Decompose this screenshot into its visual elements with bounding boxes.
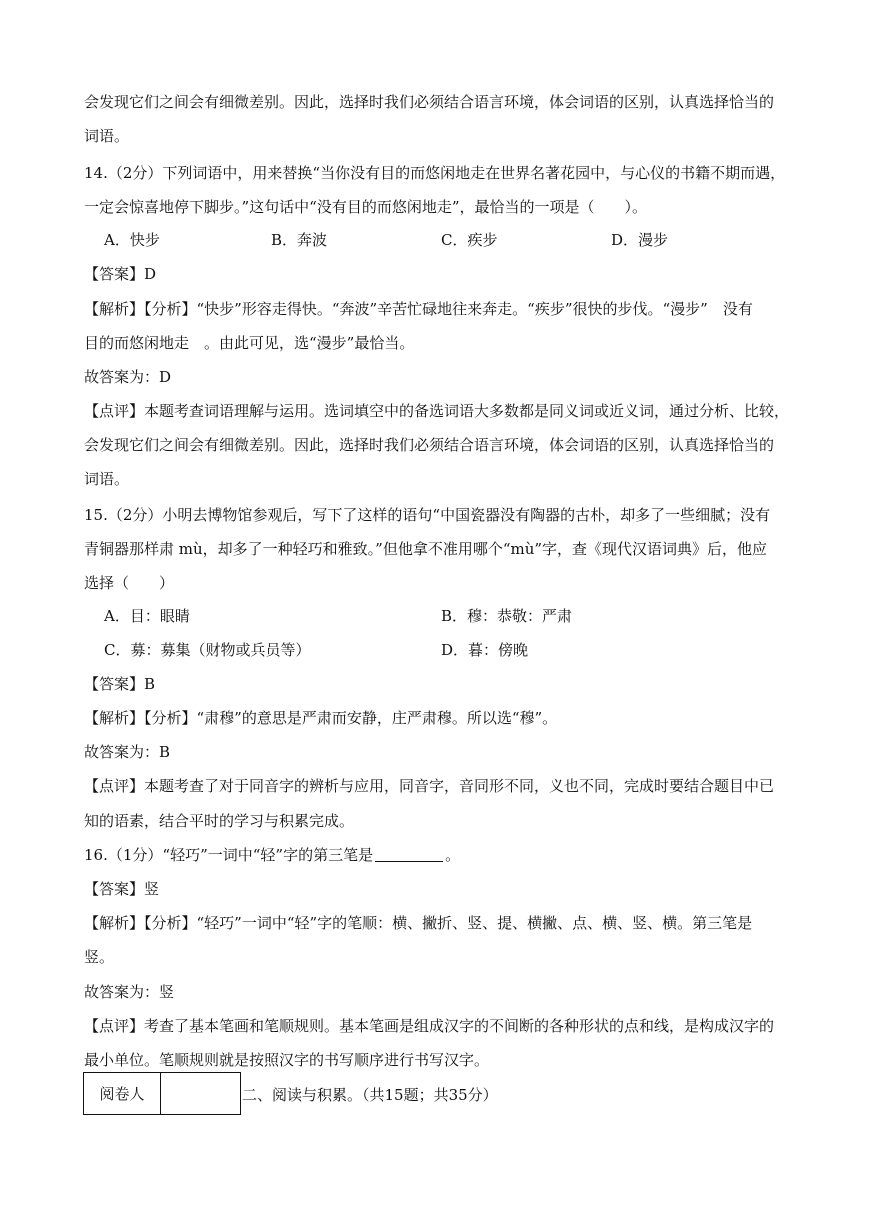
grader-table	[83, 1072, 241, 1115]
q14-answer: 【答案】D	[84, 265, 157, 283]
text-line: 词语。	[84, 127, 130, 145]
question-15-stem: 15.（2分）小明去博物馆参观后，写下了这样的语句“中国瓷器没有陶器的古朴，却多了一些细腻；没有	[84, 506, 771, 524]
q16-explanation: 【解析】【分析】“轻巧”一词中“轻”字的笔顺：横、撇折、竖、提、横撇、点、横、竖、横。第三笔是	[84, 914, 753, 932]
q15-option-b: B．穆：恭敬：严肃	[441, 607, 573, 625]
q14-review: 【点评】本题考查词语理解与运用。选词填空中的备选词语大多数都是同义词或近义词，通过分析、比较，	[84, 402, 790, 420]
q15-answer: 【答案】B	[84, 675, 156, 693]
question-16-stem	[84, 845, 460, 865]
question-15-stem: 青铜器那样肃 mù，却多了一种轻巧和雅致。”但他拿不准用哪个“mù”字，查《现代汉语词典》后，他应	[84, 540, 768, 558]
q15-option-c: C．募：募集（财物或兵员等）	[104, 641, 311, 659]
grader-score-cell	[161, 1073, 240, 1114]
question-15-stem: 选择（ ）	[84, 574, 175, 592]
q14-option-c: C．疾步	[441, 231, 498, 249]
q14-explanation: 目的而悠闲地走 。由此可见，选“漫步”最恰当。	[84, 334, 415, 352]
text-line: 会发现它们之间会有细微差别。因此，选择时我们必须结合语言环境，体会词语的区别，认真选择恰当的	[84, 93, 775, 111]
q15-explanation: 【解析】【分析】“肃穆”的意思是严肃而安静，庄严肃穆。所以选“穆”。	[84, 709, 558, 727]
section-title: 二、阅读与积累。（共15题；共35分）	[242, 1086, 498, 1104]
q16-stem-text: 16.（1分）“轻巧”一词中“轻”字的第三笔是	[84, 846, 374, 864]
q16-final-answer: 故答案为：竖	[84, 983, 175, 1001]
q14-final-answer: 故答案为：D	[84, 368, 172, 386]
q14-explanation: 【解析】【分析】“快步”形容走得快。“奔波”辛苦忙碌地往来奔走。“疾步”很快的步伐。“漫步” 没有	[84, 300, 753, 318]
q15-final-answer: 故答案为：B	[84, 743, 171, 761]
q15-option-d: D．暮：傍晚	[441, 641, 529, 659]
question-14-stem: 一定会惊喜地停下脚步。”这句话中“没有目的而悠闲地走”，最恰当的一项是（ ）。	[84, 198, 648, 216]
q14-option-a: A．快步	[104, 231, 160, 249]
q15-review: 知的语素，结合平时的学习与积累完成。	[84, 812, 355, 830]
grader-label: 阅卷人	[84, 1073, 161, 1114]
q15-option-a: A．目：眼睛	[104, 607, 190, 625]
answer-blank	[375, 846, 443, 862]
q14-review: 会发现它们之间会有细微差别。因此，选择时我们必须结合语言环境，体会词语的区别，认真选择恰当的	[84, 436, 775, 454]
question-14-stem: 14.（2分）下列词语中，用来替换“当你没有目的而悠闲地走在世界名著花园中，与心仪的书籍不期而遇，	[84, 164, 786, 182]
q14-option-b: B．奔波	[271, 231, 328, 249]
q14-option-d: D．漫步	[611, 231, 669, 249]
q16-explanation: 竖。	[84, 948, 115, 966]
q16-review: 【点评】考查了基本笔画和笔顺规则。基本笔画是组成汉字的不间断的各种形状的点和线，是构成汉字的	[84, 1017, 775, 1035]
q16-stem-end: 。	[445, 846, 461, 864]
q14-review: 词语。	[84, 470, 130, 488]
q16-answer: 【答案】竖	[84, 880, 160, 898]
q15-review: 【点评】本题考查了对于同音字的辨析与应用，同音字，音同形不同，义也不同，完成时要结合题目中已	[84, 777, 775, 795]
q16-review: 最小单位。笔顺规则就是按照汉字的书写顺序进行书写汉字。	[84, 1051, 490, 1069]
